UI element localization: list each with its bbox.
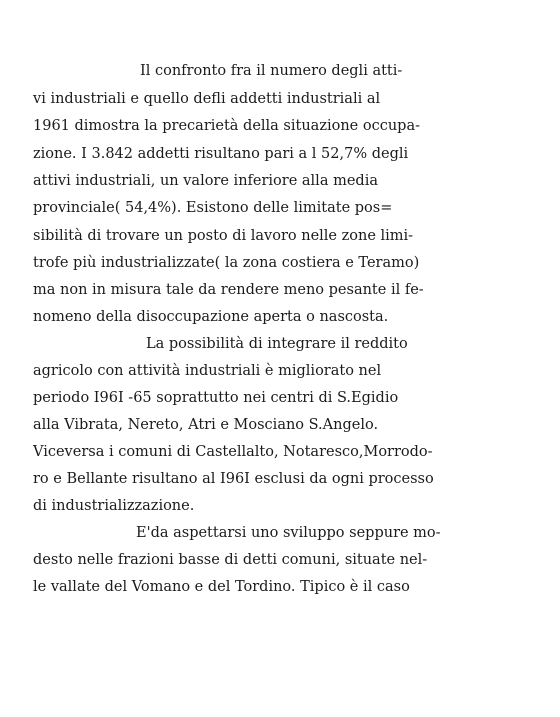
paragraph-1-line-7: sibilità di trovare un posto di lavoro nelle zone limi- xyxy=(33,228,414,244)
paragraph-2-line-2: agricolo con attività industriali è migliorato nel xyxy=(33,363,382,379)
paragraph-1-line-8: trofe più industrializzate( la zona costiera e Teramo) xyxy=(33,255,420,271)
paragraph-1-line-1: Il confronto fra il numero degli atti- xyxy=(140,63,403,79)
paragraph-1-line-9: ma non in misura tale da rendere meno pesante il fe- xyxy=(33,282,424,298)
paragraph-3-line-1: E'da aspettarsi uno sviluppo seppure mo- xyxy=(136,525,441,541)
paragraph-2-line-6: ro e Bellante risultano al I96I esclusi da ogni processo xyxy=(33,471,434,487)
paragraph-1-line-2: vi industriali e quello defli addetti industriali al xyxy=(33,91,381,107)
paragraph-1-line-6: provinciale( 54,4%). Esistono delle limitate pos= xyxy=(33,200,393,216)
paragraph-2-line-4: alla Vibrata, Nereto, Atri e Mosciano S.Angelo. xyxy=(33,417,379,433)
paragraph-2-line-1: La possibilità di integrare il reddito xyxy=(146,336,408,352)
paragraph-1-line-3: 1961 dimostra la precarietà della situazione occupa- xyxy=(33,118,420,134)
paragraph-2-line-5: Viceversa i comuni di Castellalto, Notaresco,Morrodo- xyxy=(33,444,433,460)
paragraph-1-line-4: zione. I 3.842 addetti risultano pari a l 52,7% degli xyxy=(33,146,409,162)
paragraph-3-line-3: le vallate del Vomano e del Tordino. Tipico è il caso xyxy=(33,579,410,595)
paragraph-1-line-5: attivi industriali, un valore inferiore alla media xyxy=(33,173,378,189)
paragraph-2-line-3: periodo I96I -65 soprattutto nei centri di S.Egidio xyxy=(33,390,399,406)
paragraph-3-line-2: desto nelle frazioni basse di detti comuni, situate nel- xyxy=(33,552,428,568)
paragraph-1-line-10: nomeno della disoccupazione aperta o nascosta. xyxy=(33,309,389,325)
paragraph-2-line-7: di industrializzazione. xyxy=(33,498,195,514)
